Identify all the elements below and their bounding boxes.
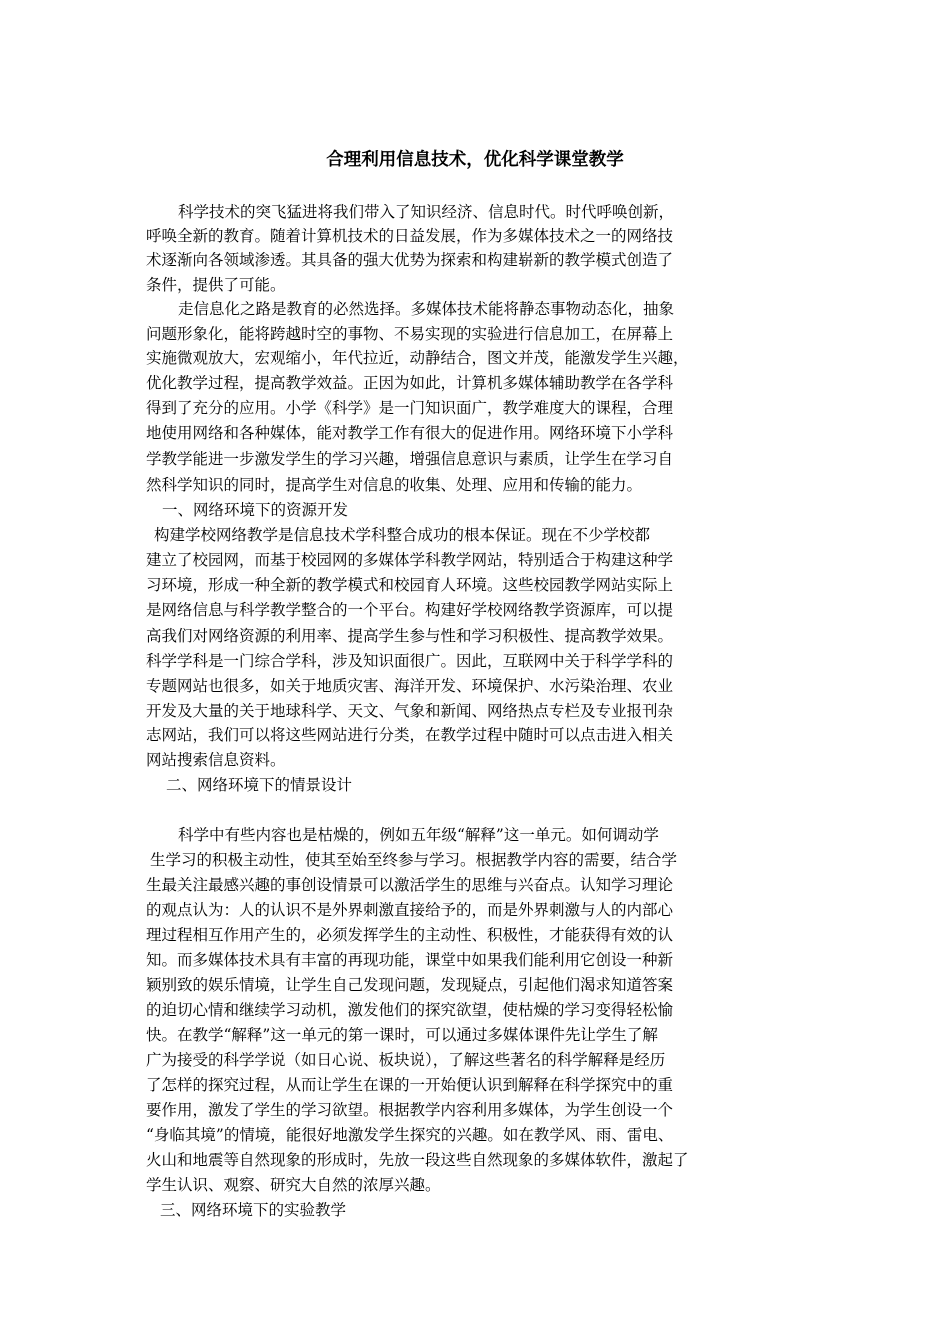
paragraph-line: 了怎样的探究过程，从而让学生在课的一开始便认识到解释在科学探究中的重 — [146, 1076, 674, 1094]
paragraph-line: 的迫切心情和继续学习动机，激发他们的探究欲望，使枯燥的学习变得轻松愉 — [146, 1001, 674, 1019]
paragraph-line: 科学中有些内容也是枯燥的，例如五年级“解释”这一单元。如何调动学 — [178, 826, 659, 844]
paragraph-line: 建立了校园网，而基于校园网的多媒体学科教学网站，特别适合于构建这种学 — [146, 551, 674, 569]
paragraph-line: 生学习的积极主动性，使其至始至终参与学习。根据教学内容的需要，结合学 — [150, 851, 678, 869]
paragraph-line: 术逐渐向各领域渗透。其具备的强大优势为探索和构建崭新的教学模式创造了 — [146, 251, 674, 269]
paragraph-line: 高我们对网络资源的利用率、提高学生参与性和学习积极性、提高教学效果。 — [146, 627, 674, 645]
paragraph-line: 构建学校网络教学是信息技术学科整合成功的根本保证。现在不少学校都 — [154, 526, 651, 544]
paragraph-line: 理过程相互作用产生的，必须发挥学生的主动性、积极性，才能获得有效的认 — [146, 926, 674, 944]
paragraph-line: “身临其境”的情境，能很好地激发学生探究的兴趣。如在教学风、雨、雷电、 — [146, 1126, 674, 1144]
paragraph-line: 广为接受的科学学说（如日心说、板块说），了解这些著名的科学解释是经历 — [146, 1051, 666, 1069]
paragraph-line: 知。而多媒体技术具有丰富的再现功能，课堂中如果我们能利用它创设一种新 — [146, 951, 674, 969]
document-title: 合理利用信息技术，优化科学课堂教学 — [326, 150, 624, 170]
paragraph-line: 的观点认为：人的认识不是外界刺激直接给予的，而是外界刺激与人的内部心 — [146, 901, 674, 919]
paragraph-line: 科学技术的突飞猛进将我们带入了知识经济、信息时代。时代呼唤创新， — [178, 203, 675, 221]
paragraph-line: 学生认识、观察、研究大自然的浓厚兴趣。 — [146, 1176, 441, 1194]
paragraph-line: 生最关注最感兴趣的事创设情景可以激活学生的思维与兴奋点。认知学习理论 — [146, 876, 674, 894]
paragraph-line: 走信息化之路是教育的必然选择。多媒体技术能将静态事物动态化，抽象 — [178, 300, 675, 318]
paragraph-line: 地使用网络和各种媒体，能对教学工作有很大的促进作用。网络环境下小学科 — [146, 424, 674, 442]
paragraph-line: 开发及大量的关于地球科学、天文、气象和新闻、网络热点专栏及专业报刊杂 — [146, 702, 674, 720]
paragraph-line: 然科学知识的同时，提高学生对信息的收集、处理、应用和传输的能力。 — [146, 476, 643, 494]
section-heading: 二、网络环境下的情景设计 — [166, 776, 353, 794]
paragraph-line: 要作用，激发了学生的学习欲望。根据教学内容利用多媒体，为学生创设一个 — [146, 1101, 674, 1119]
paragraph-line: 科学学科是一门综合学科，涉及知识面很广。因此，互联网中关于科学学科的 — [146, 652, 674, 670]
paragraph-line: 学教学能进一步激发学生的学习兴趣，增强信息意识与素质，让学生在学习自 — [146, 450, 674, 468]
paragraph-line: 火山和地震等自然现象的形成时，先放一段这些自然现象的多媒体软件，激起了 — [146, 1151, 689, 1169]
paragraph-line: 习环境，形成一种全新的教学模式和校园育人环境。这些校园教学网站实际上 — [146, 576, 674, 594]
paragraph-line: 条件，提供了可能。 — [146, 276, 286, 294]
paragraph-line: 得到了充分的应用。小学《科学》是一门知识面广，教学难度大的课程，合理 — [146, 399, 674, 417]
paragraph-line: 问题形象化，能将跨越时空的事物、不易实现的实验进行信息加工，在屏幕上 — [146, 325, 674, 343]
paragraph-line: 专题网站也很多，如关于地质灾害、海洋开发、环境保护、水污染治理、农业 — [146, 677, 674, 695]
paragraph-line: 颖别致的娱乐情境，让学生自己发现问题，发现疑点，引起他们渴求知道答案 — [146, 976, 674, 994]
paragraph-line: 优化教学过程，提高教学效益。正因为如此，计算机多媒体辅助教学在各学科 — [146, 374, 674, 392]
section-heading: 三、网络环境下的实验教学 — [160, 1201, 347, 1219]
paragraph-line: 是网络信息与科学教学整合的一个平台。构建好学校网络教学资源库，可以提 — [146, 601, 674, 619]
paragraph-line: 快。在教学“解释”这一单元的第一课时，可以通过多媒体课件先让学生了解 — [146, 1026, 658, 1044]
paragraph-line: 志网站，我们可以将这些网站进行分类，在教学过程中随时可以点击进入相关 — [146, 726, 674, 744]
paragraph-line: 呼唤全新的教育。随着计算机技术的日益发展，作为多媒体技术之一的网络技 — [146, 227, 674, 245]
paragraph-line: 实施微观放大，宏观缩小，年代拉近，动静结合，图文并茂，能激发学生兴趣， — [146, 349, 689, 367]
paragraph-line: 网站搜索信息资料。 — [146, 751, 286, 769]
section-heading: 一、网络环境下的资源开发 — [162, 501, 349, 519]
